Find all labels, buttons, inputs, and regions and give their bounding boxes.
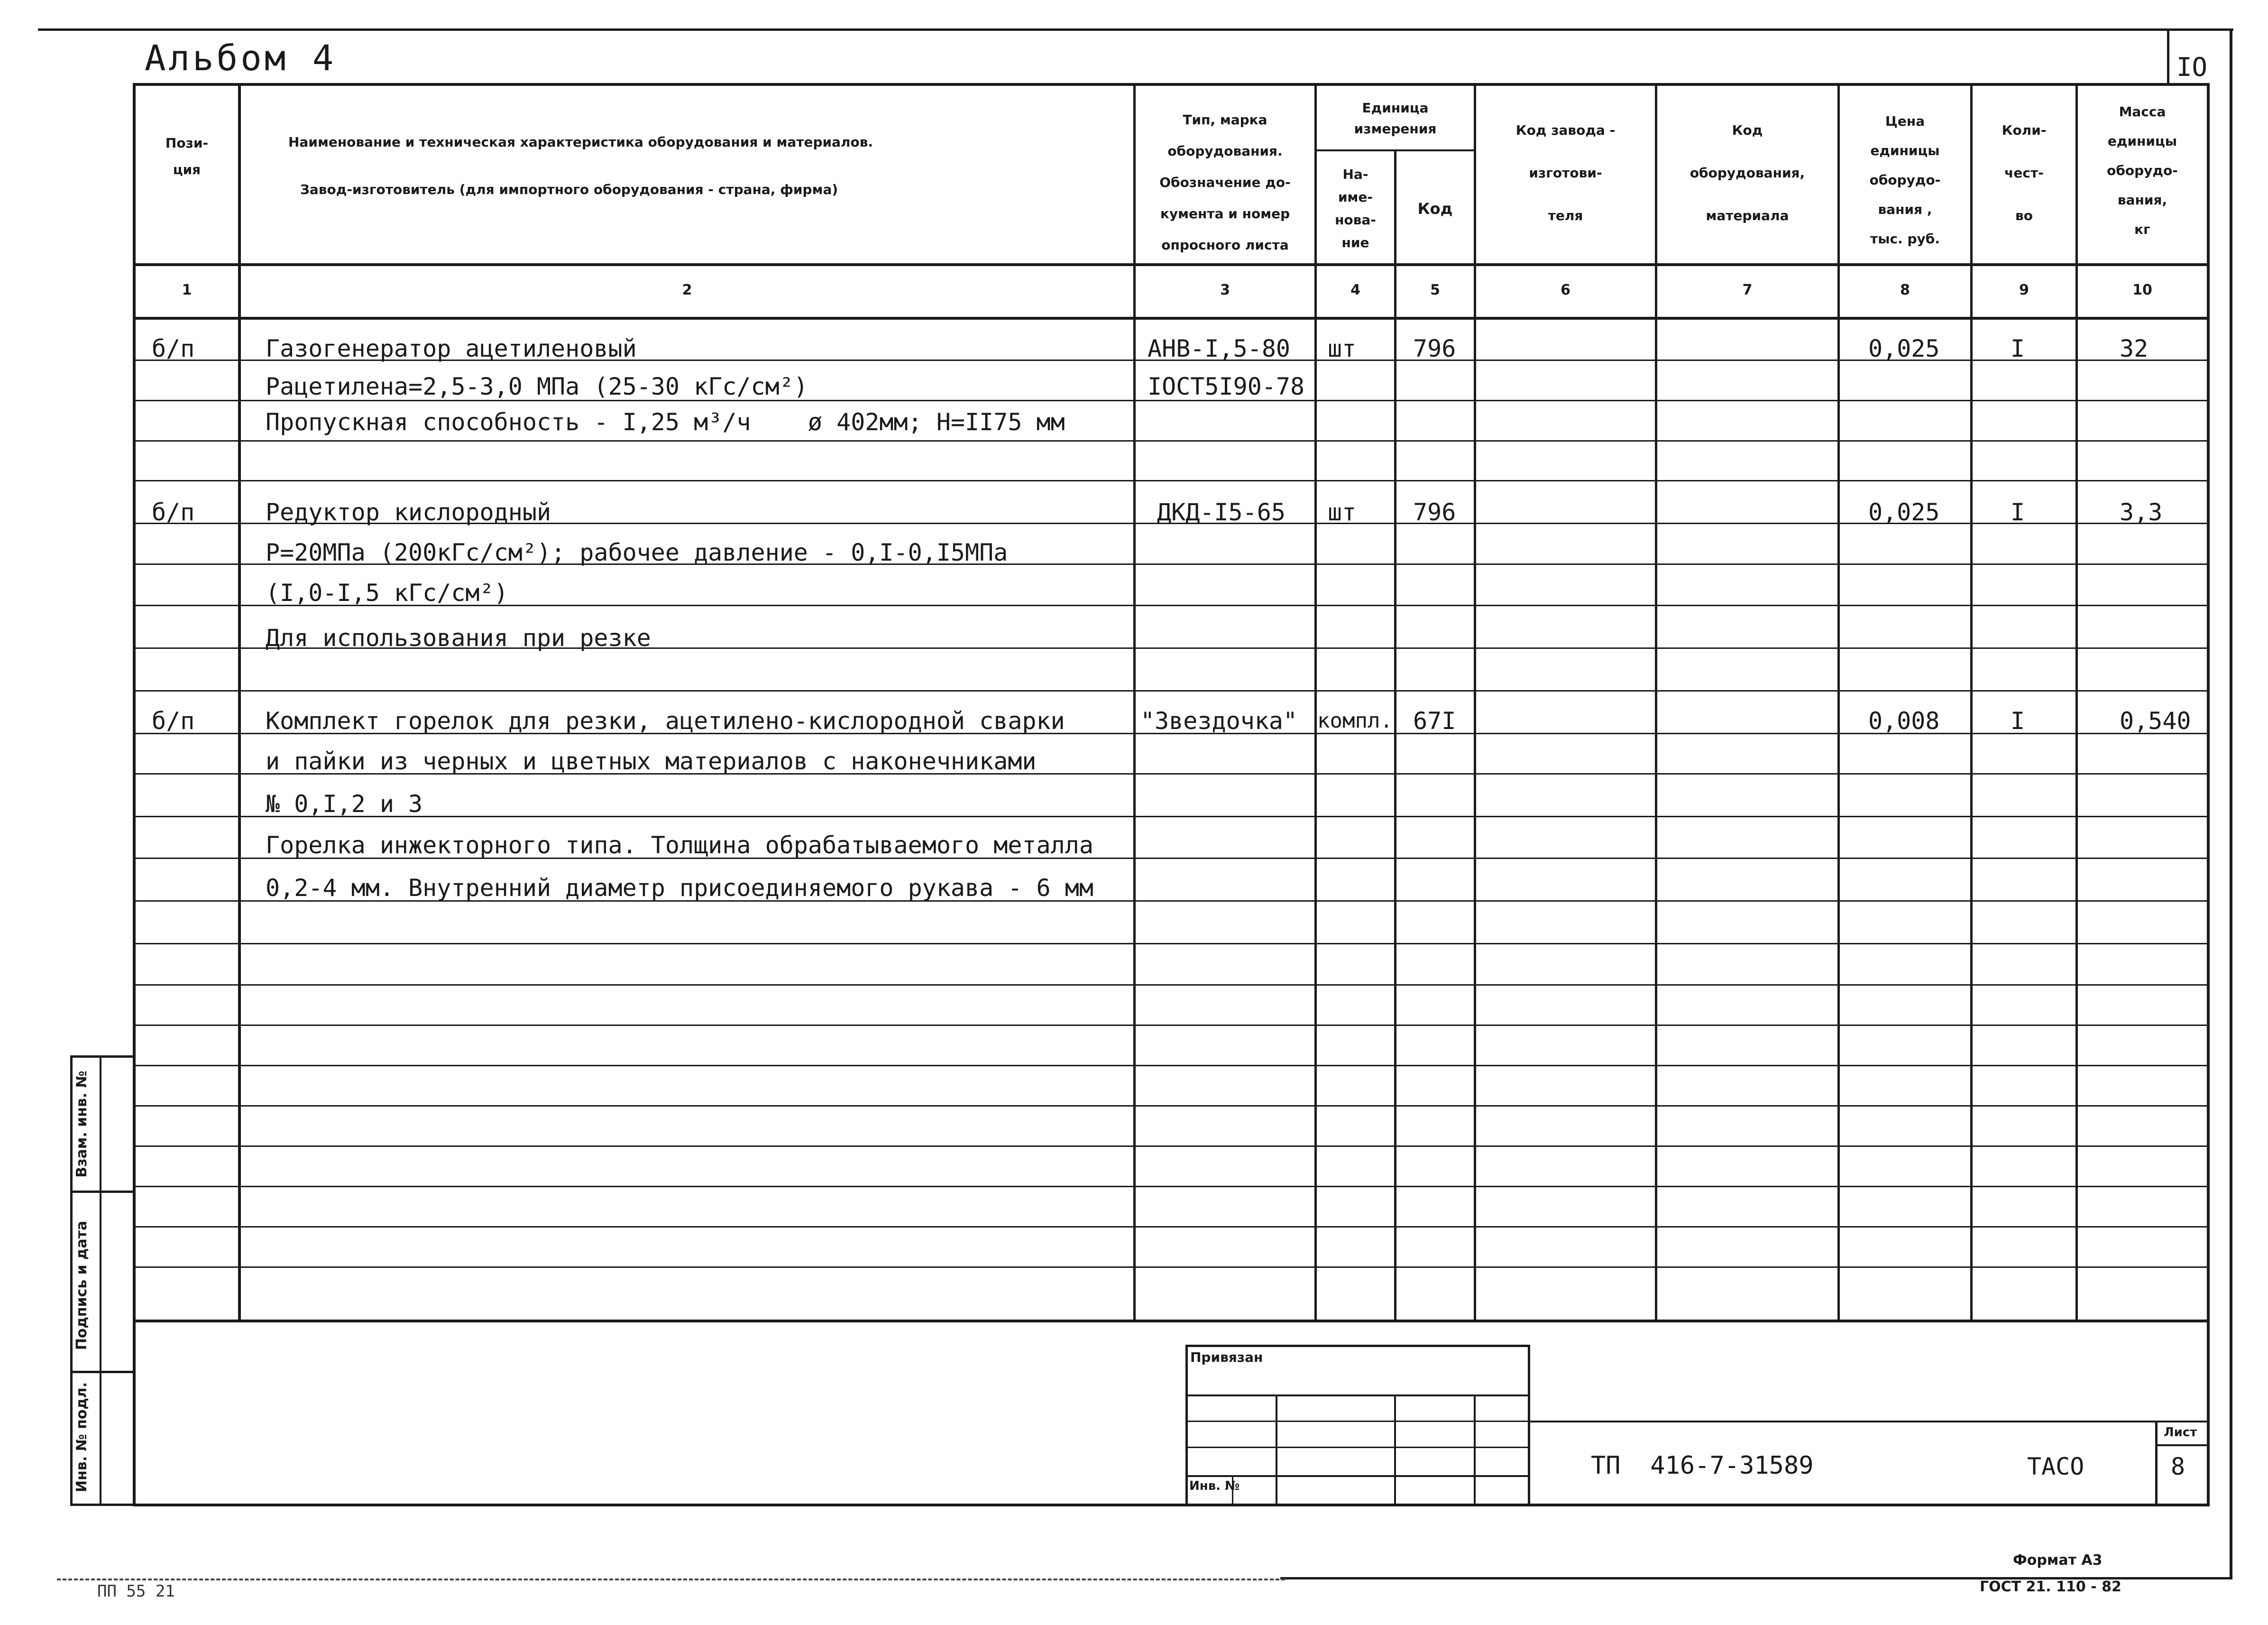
item1-desc-line1: Газогенератор ацетиленовый: [266, 335, 637, 362]
side-col-bottom-line: [70, 1504, 135, 1506]
stamp-attached-top: [1185, 1345, 1529, 1347]
page-number: IO: [2176, 52, 2208, 82]
item1-position: б/п: [152, 335, 195, 362]
row-line: [136, 1226, 2207, 1228]
stamp-attached-line-1: [1185, 1394, 1529, 1396]
header-unit-name: [1317, 157, 1394, 261]
gost-label: ГОСТ 21. 110 - 82: [1980, 1579, 2121, 1595]
stamp-attached-line-4: [1185, 1475, 1529, 1477]
stamp-inv-label: Инв. №: [1189, 1479, 1240, 1493]
item3-type-line1: "Звездочка": [1140, 707, 1298, 735]
row-line: [136, 480, 2207, 481]
table-right-line: [2207, 83, 2210, 1506]
colnum-7: 7: [1742, 282, 1753, 298]
colnum-bottom-line: [133, 317, 2210, 320]
header-quantity-l1: Коли-: [2002, 122, 2047, 138]
item3-unit-code: 67I: [1413, 707, 1456, 735]
header-type: [1136, 102, 1314, 263]
bottom-dashed-line: [57, 1579, 1285, 1580]
item2-desc-line2: Р=20МПа (200кГс/см²); рабочее давление - 0,I-0,I5МПа: [266, 539, 1008, 566]
header-mass-l1: Масса: [2119, 104, 2166, 120]
header-price-l3: оборудо-: [1869, 172, 1941, 188]
item3-unit-name: компл.: [1317, 709, 1393, 733]
header-equipment-code-l2: оборудования,: [1690, 165, 1805, 181]
stamp-doc-code: ТП 416-7-31589: [1591, 1451, 1814, 1480]
item2-quantity: I: [2011, 499, 2025, 526]
row-line: [136, 440, 2207, 442]
header-price-l2: единицы: [1870, 143, 1940, 158]
item1-desc-line2: Рацетилена=2,5-3,0 МПа (25-30 кГс/см²): [266, 373, 808, 400]
item3-quantity: I: [2011, 707, 2025, 735]
item2-desc-line3: (I,0-I,5 кГс/см²): [266, 579, 508, 607]
format-label: Формат А3: [2013, 1552, 2103, 1569]
header-mass: [2078, 97, 2207, 244]
stamp-attached-right: [1528, 1345, 1530, 1506]
header-name-line2: Завод-изготовитель (для импортного оборудования - страна, фирма): [300, 182, 838, 197]
side-col-inner-line: [100, 1055, 101, 1506]
item2-desc-line1: Редуктор кислородный: [266, 499, 551, 526]
row-line: [136, 943, 2207, 944]
header-factory-code-l3: теля: [1548, 208, 1583, 223]
row-line: [136, 984, 2207, 986]
header-mass-l5: кг: [2134, 222, 2150, 237]
item2-desc-line4: Для использования при резке: [266, 624, 651, 652]
header-type-l5: опросного листа: [1161, 237, 1289, 253]
header-unit-name-l2: име-: [1338, 189, 1373, 205]
header-price-l4: вания ,: [1878, 202, 1932, 217]
header-type-l2: оборудования.: [1167, 143, 1283, 159]
item1-quantity: I: [2011, 335, 2025, 362]
header-mass-l3: оборудо-: [2107, 163, 2178, 178]
row-line: [136, 690, 2207, 692]
header-equipment-code-l1: Код: [1732, 122, 1763, 138]
item2-unit-code: 796: [1413, 499, 1456, 526]
header-quantity-l2: чест-: [2004, 165, 2044, 181]
colnum-10: 10: [2132, 282, 2152, 298]
item2-price: 0,025: [1868, 499, 1940, 526]
header-factory-code: [1476, 114, 1655, 232]
stamp-attached-col-3: [1474, 1394, 1476, 1506]
header-unit-name-l3: нова-: [1335, 212, 1376, 228]
stamp-attached-line-3: [1185, 1447, 1529, 1448]
table-bottom-line: [133, 1504, 2210, 1506]
album-label: Альбом 4: [145, 38, 337, 79]
table-top-line: [133, 83, 2210, 86]
header-name-line1: Наименование и техническая характеристика оборудования и материалов.: [288, 134, 873, 150]
stamp-sheet-left: [2155, 1421, 2158, 1506]
stamp-attached-left: [1185, 1345, 1188, 1506]
side-col-line-2: [70, 1371, 135, 1373]
stamp-sheet-label: Лист: [2164, 1425, 2197, 1440]
header-mass-l2: единицы: [2107, 133, 2177, 149]
side-label-vzam: Взам. инв. №: [73, 1071, 90, 1178]
side-label-inv-podl: Инв. № подл.: [73, 1382, 90, 1493]
stamp-attached-label: Привязан: [1190, 1349, 1263, 1365]
stamp-attached-col-2: [1394, 1394, 1396, 1506]
item3-desc-line5: 0,2-4 мм. Внутренний диаметр присоединяемого рукава - 6 мм: [266, 874, 1093, 902]
row-line: [136, 1186, 2207, 1187]
item3-desc-line2: и пайки из черных и цветных материалов с наконечниками: [266, 748, 1037, 775]
row-line: [136, 816, 2207, 817]
header-type-l3: Обозначение до-: [1159, 175, 1291, 190]
table-body-bottom-line: [133, 1320, 2210, 1322]
item2-mass: 3,3: [2120, 499, 2163, 526]
header-quantity-l3: во: [2015, 208, 2033, 223]
header-unit-name-l1: На-: [1342, 166, 1368, 182]
item2-position: б/п: [152, 499, 195, 526]
colnum-1: 1: [182, 282, 192, 298]
item3-price: 0,008: [1868, 707, 1940, 735]
item1-price: 0,025: [1868, 335, 1940, 362]
item1-mass: 32: [2120, 335, 2149, 362]
colnum-5: 5: [1430, 282, 1440, 298]
header-unit-name-l4: ние: [1341, 235, 1369, 250]
item3-desc-line1: Комплект горелок для резки, ацетилено-кислородной сварки: [266, 707, 1065, 735]
stamp-section: ТАСО: [2027, 1453, 2084, 1480]
item3-mass: 0,540: [2120, 707, 2191, 735]
header-bottom-line: [133, 263, 2210, 266]
header-position-l1: Пози-: [165, 135, 209, 151]
row-line: [136, 1065, 2207, 1066]
colnum-8: 8: [1900, 282, 1910, 298]
header-type-l1: Тип, марка: [1183, 112, 1267, 128]
item1-unit-name: шт: [1328, 335, 1357, 362]
colnum-6: 6: [1561, 282, 1570, 298]
item3-position: б/п: [152, 707, 195, 735]
header-factory-code-l1: Код завода -: [1515, 122, 1616, 138]
right-frame-line: [2230, 28, 2232, 1579]
colnum-4: 4: [1350, 282, 1360, 298]
header-mass-l4: вания,: [2117, 192, 2167, 208]
header-price: [1840, 107, 1970, 254]
header-unit-group-l2: измерения: [1354, 121, 1437, 137]
item3-desc-line4: Горелка инжекторного типа. Толщина обрабатываемого металла: [266, 831, 1093, 859]
stamp-sheet-number: 8: [2171, 1453, 2185, 1480]
bottom-left-code: ПП 55 21: [97, 1582, 175, 1601]
item1-unit-code: 796: [1413, 335, 1456, 362]
row-line: [136, 1025, 2207, 1026]
stamp-sheet-line: [2155, 1444, 2210, 1446]
header-factory-code-l2: изготови-: [1529, 165, 1602, 181]
page-number-divider: [2167, 28, 2169, 85]
item1-desc-line3: Пропускная способность - I,25 м³/ч ø 402мм; Н=II75 мм: [266, 408, 1065, 436]
colnum-9: 9: [2019, 282, 2029, 298]
stamp-main-line: [1529, 1421, 2210, 1422]
header-equipment-code: [1657, 114, 1837, 232]
colnum-2: 2: [682, 282, 692, 298]
item1-type-line1: АНВ-I,5-80: [1148, 335, 1291, 362]
row-line: [136, 1145, 2207, 1147]
header-equipment-code-l3: материала: [1706, 208, 1789, 223]
colnum-3: 3: [1220, 282, 1230, 298]
stamp-attached-line-2: [1185, 1421, 1529, 1422]
header-unit-group: [1317, 92, 1474, 145]
item1-type-line2: IОСТ5I90-78: [1148, 373, 1305, 400]
header-type-l4: кумента и номер: [1160, 206, 1290, 222]
item3-desc-line3: № 0,I,2 и 3: [266, 790, 423, 818]
header-position-l2: ция: [173, 162, 201, 177]
header-price-l5: тыс. руб.: [1870, 231, 1940, 247]
header-quantity: [1973, 114, 2075, 232]
side-label-signature: Подпись и дата: [73, 1220, 90, 1350]
header-unit-group-l1: Единица: [1362, 100, 1429, 116]
unit-group-line: [1314, 149, 1476, 151]
row-line: [136, 1266, 2207, 1268]
header-position: [136, 123, 238, 190]
header-unit-code: Код: [1417, 200, 1453, 218]
item2-unit-name: шт: [1328, 499, 1357, 526]
header-price-l1: Цена: [1885, 113, 1925, 129]
item2-type-line1: ДКД-I5-65: [1157, 499, 1286, 526]
side-col-left-line: [70, 1055, 73, 1506]
stamp-attached-col-1: [1276, 1394, 1277, 1506]
top-edge-line: [38, 28, 2233, 31]
row-line: [136, 1105, 2207, 1107]
